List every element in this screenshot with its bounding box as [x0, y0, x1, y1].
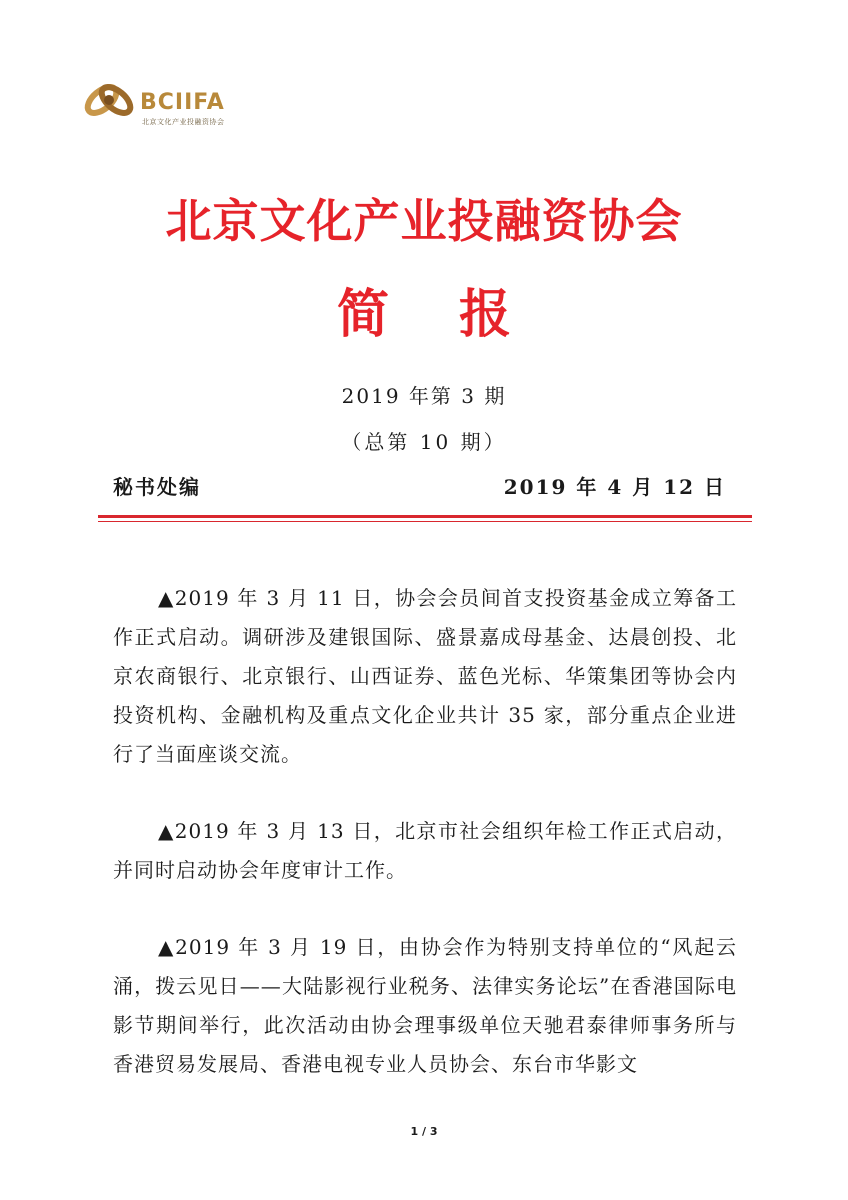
page-number: 1 / 3	[410, 1125, 438, 1138]
logo-text: BCIIFA	[140, 90, 225, 115]
news-item-3: ▲2019 年 3 月 19 日，由协会作为特别支持单位的“风起云涌，拨云见日——大陆影视行业税务、法律实务论坛”在香港国际电影节期间举行，此次活动由协会理事级单位天驰君泰律师事务所与香港贸易发展局、香港电视专业人员协会、东台市华影文	[113, 935, 737, 1076]
header-divider-thick	[98, 515, 752, 518]
header-divider-thin	[98, 521, 752, 522]
document-subtitle: 简报	[336, 284, 581, 345]
news-item-1: ▲2019 年 3 月 11 日，协会会员间首支投资基金成立筹备工作正式启动。调研涉及建银国际、盛景嘉成母基金、达晨创投、北京农商银行、北京银行、山西证券、蓝色光标、华策集团等协会内投资机构、金融机构及重点文化企业共计 35 家，部分重点企业进行了当面座谈交流。	[113, 586, 737, 766]
bciifa-emblem-icon	[82, 70, 140, 130]
publish-date: 2019 年 4 月 12 日	[503, 475, 726, 499]
logo-subtext: 北京文化产业投融资协会	[142, 118, 225, 126]
editor-label: 秘书处编	[113, 475, 201, 499]
association-logo	[82, 70, 252, 130]
document-title: 北京文化产业投融资协会	[165, 194, 683, 248]
issue-number: 2019 年第 3 期	[341, 384, 507, 408]
total-issue-number: （总第 10 期）	[341, 430, 507, 454]
news-item-2: ▲2019 年 3 月 13 日，北京市社会组织年检工作正式启动，并同时启动协会年度审计工作。	[113, 819, 737, 882]
